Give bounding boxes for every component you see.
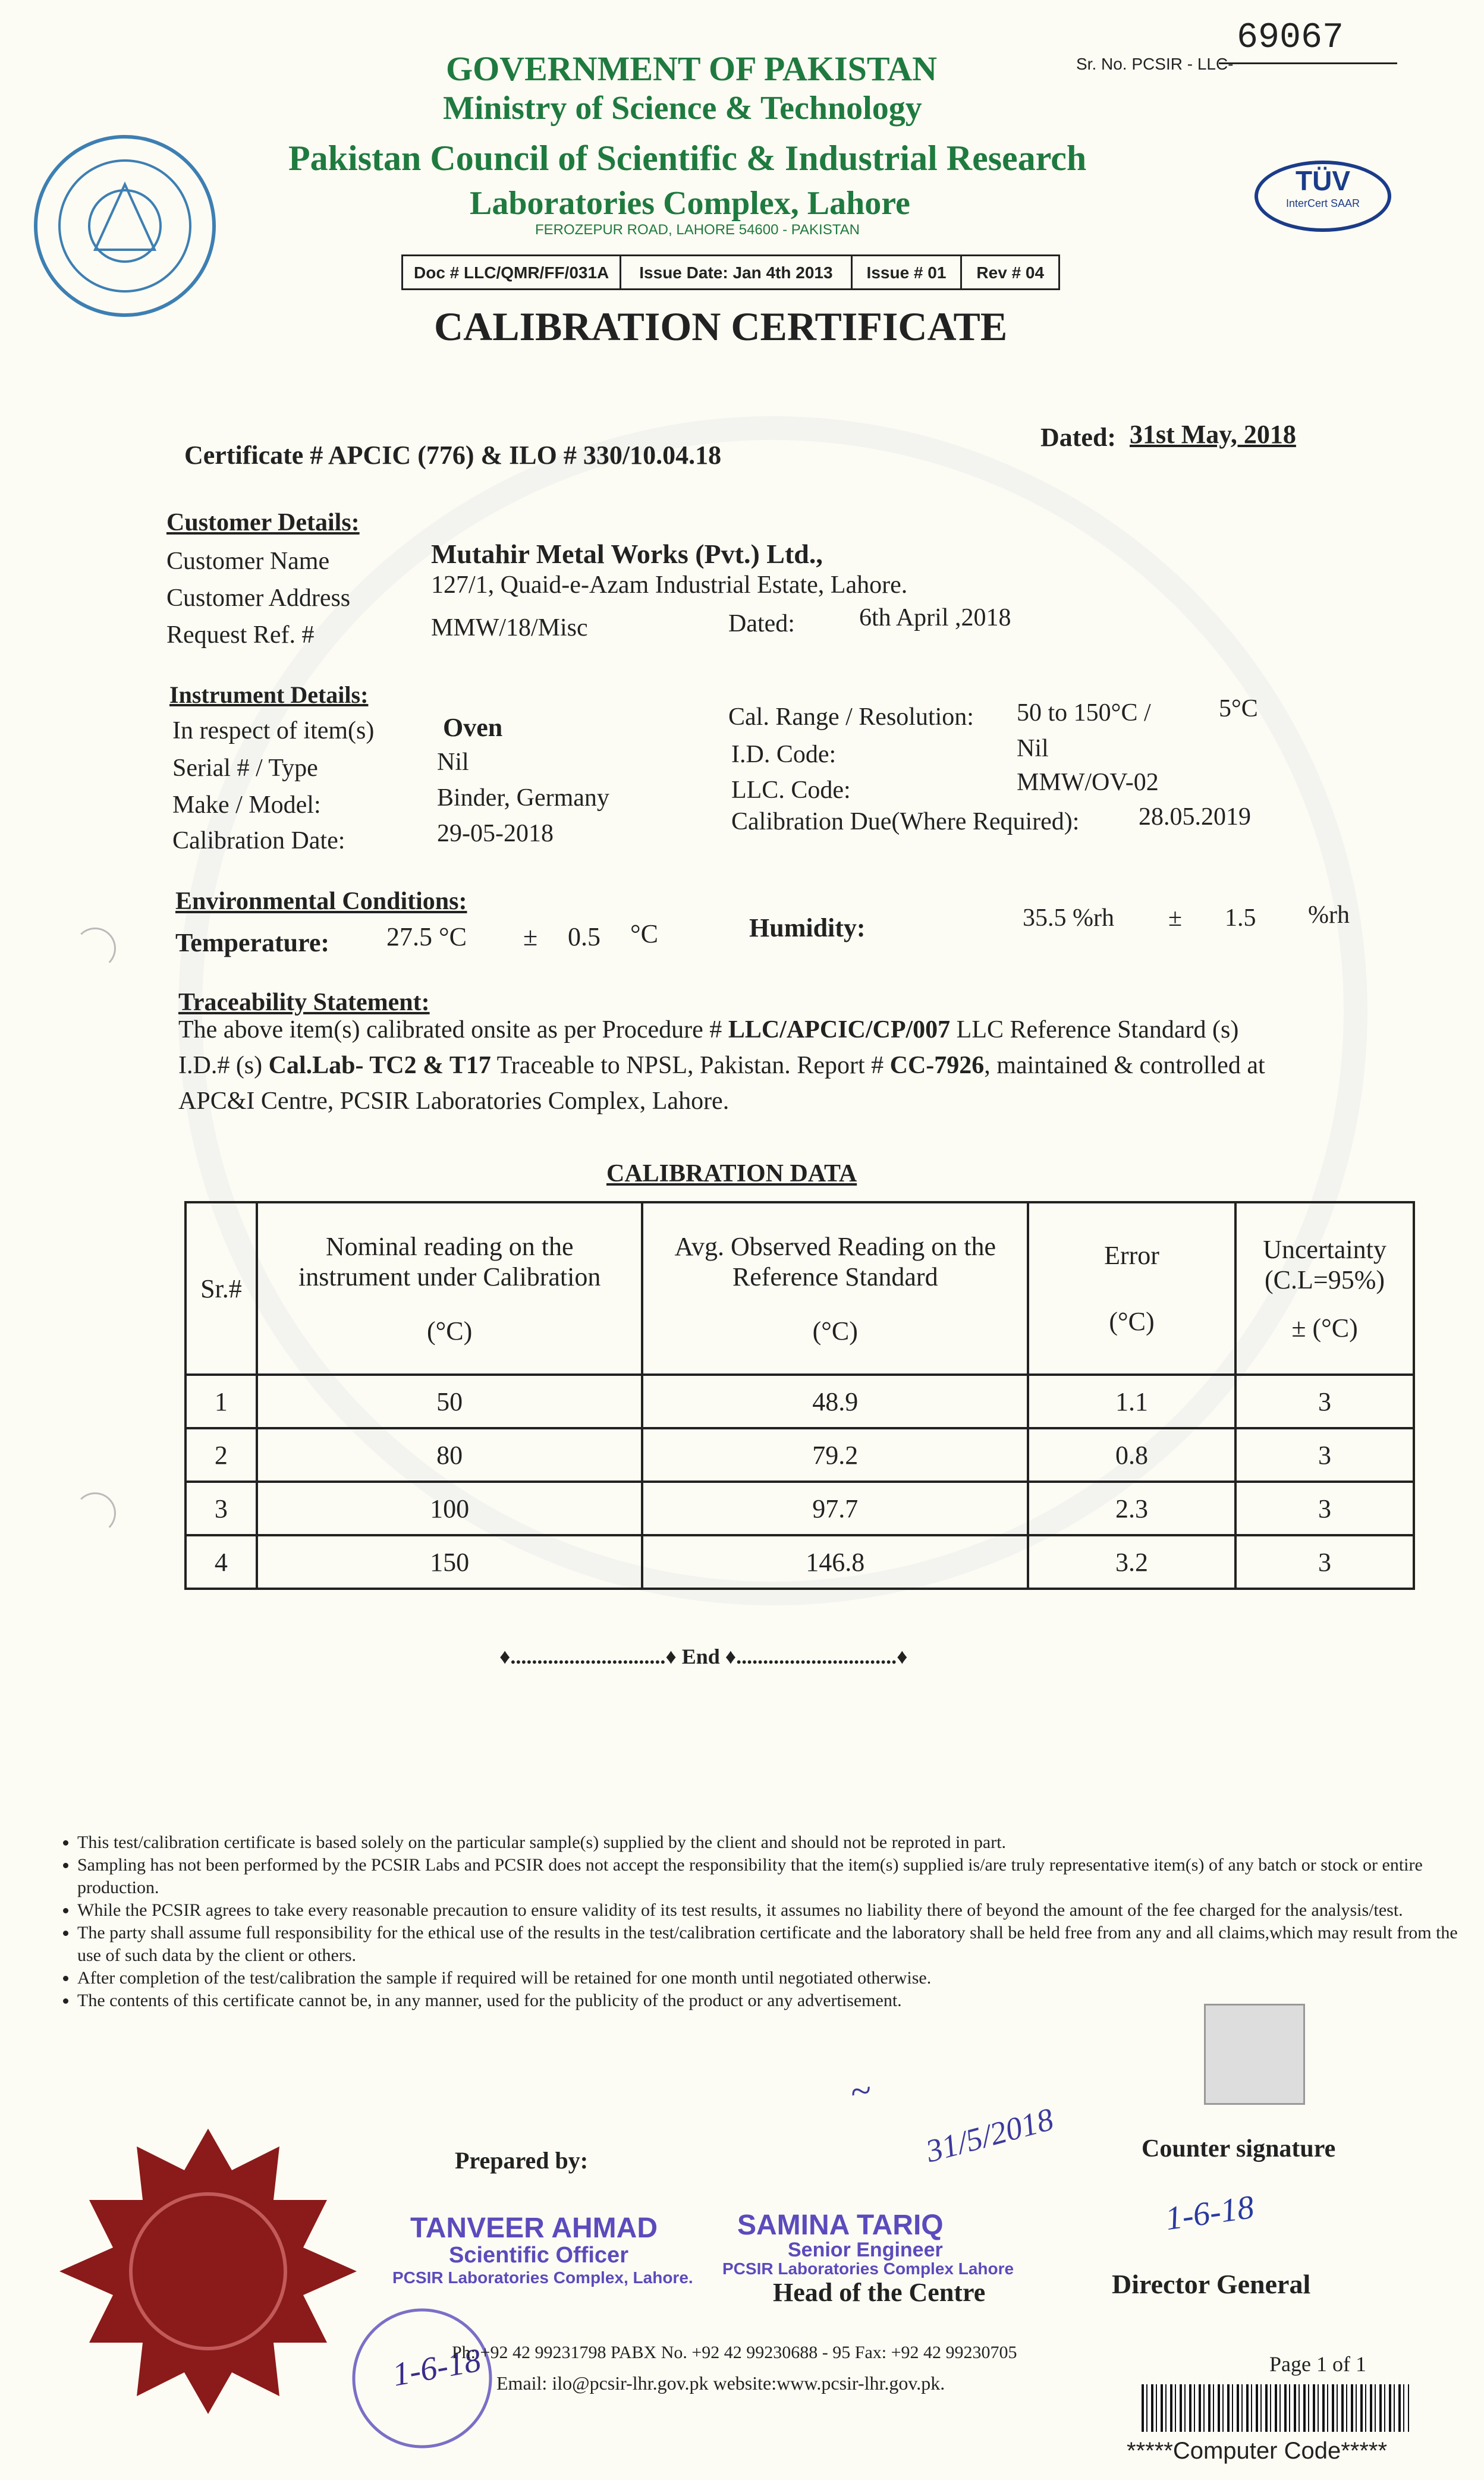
table-row: 4 150 146.8 3.2 3 [186,1535,1414,1589]
labs-title: Laboratories Complex, Lahore [470,185,910,222]
sr-no-underline [1219,62,1397,64]
computer-code: *****Computer Code***** [1127,2438,1388,2464]
footnote-item: • The party shall assume full responsibility for the ethical use of the results in the test/calibration certificate and the laboratory shall be held free from any and all claims,which may result from the use of such data by the client or others. [77,1922,1474,1967]
director-general-label: Director General [1112,2269,1311,2299]
temperature-pm: ± [523,922,538,951]
samina-org: PCSIR Laboratories Complex Lahore [722,2259,1014,2278]
customer-heading: Customer Details: [166,509,360,536]
certificate-number: Certificate # APCIC (776) & ILO # 330/10.04.18 [184,441,722,470]
table-row: 3 100 97.7 2.3 3 [186,1482,1414,1535]
sr-no-value: 69067 [1237,18,1344,58]
dated-label: Dated: [1040,423,1117,452]
col-header-observed: Avg. Observed Reading on the Reference Standard (°C) [642,1202,1028,1375]
footnote-item: • The contents of this certificate cannot be, in any manner, used for the publicity of the product or any advertisement. [77,1989,1474,2012]
footnote-item: • This test/calibration certificate is based solely on the particular sample(s) supplied by the client and should not be reproted in part. [77,1831,1474,1854]
sr-no-label: Sr. No. PCSIR - LLC- [1076,55,1234,73]
certificate-title: CALIBRATION CERTIFICATE [434,304,1008,349]
customer-address-value: 127/1, Quaid-e-Azam Industrial Estate, Lahore. [431,571,908,599]
range-value: 50 to 150°C / [1017,699,1151,727]
tuv-logo-icon: TÜV InterCert SAAR [1255,161,1391,232]
table-header-row [186,1202,1414,1375]
calibration-data-heading: CALIBRATION DATA [606,1160,857,1187]
llc-code-value: MMW/OV-02 [1017,769,1159,796]
footnote-item: • Sampling has not been performed by the PCSIR Labs and PCSIR does not accept the responsibility that the item(s) supplied is/are truly representative item(s) of any batch or stock or entire production. [77,1854,1474,1899]
request-dated-label: Dated: [728,610,795,637]
instrument-heading: Instrument Details: [169,681,369,708]
punch-hole [74,928,116,969]
cal-date-value: 29-05-2018 [437,820,554,847]
council-title: Pakistan Council of Scientific & Industrial Research [288,139,1087,178]
pcsir-seal-icon [30,131,220,321]
request-dated-value: 6th April ,2018 [859,604,1011,631]
temperature-unit: °C [630,919,658,948]
humidity-value: 35.5 %rh [1023,904,1114,932]
item-value: Oven [443,713,503,742]
serial-label: Serial # / Type [172,755,318,782]
barcode-icon [1142,2384,1409,2432]
temperature-tolerance: 0.5 [568,922,600,951]
table-row: 1 50 48.9 1.1 3 [186,1375,1414,1428]
tanveer-name: TANVEER AHMAD [410,2212,658,2244]
ministry-title: Ministry of Science & Technology [443,90,922,127]
punch-hole [74,1492,116,1534]
col-header-nominal: Nominal reading on the instrument under Calibration (°C) [257,1202,643,1375]
hologram-seal-icon [1204,2004,1305,2105]
customer-address-label: Customer Address [166,584,351,612]
traceability-line-2: I.D.# (s) Cal.Lab- TC2 & T17 Traceable to NPSL, Pakistan. Report # CC-7926, maintained & controlled at [178,1052,1265,1079]
issue-date: Issue Date: Jan 4th 2013 [621,256,852,288]
prepared-by-label: Prepared by: [455,2147,589,2174]
request-ref-value: MMW/18/Misc [431,614,588,642]
address-line: FEROZEPUR ROAD, LAHORE 54600 - PAKISTAN [535,222,860,238]
calibration-data-table [184,1201,1415,1590]
col-header-sr: Sr.# [186,1202,257,1375]
end-marker: ♦.............................♦ End ♦..............................♦ [499,1645,908,1668]
director-signature: 1-6-18 [1163,2188,1256,2238]
environment-heading: Environmental Conditions: [175,888,467,915]
samina-name: SAMINA TARIQ [737,2209,944,2241]
make-label: Make / Model: [172,791,321,819]
col-header-uncertainty: Uncertainty (C.L=95%) ± (°C) [1235,1202,1414,1375]
doc-info-strip [401,254,1060,290]
tanveer-org: PCSIR Laboratories Complex, Lahore. [392,2268,693,2287]
handwritten-stamp-date: 1-6-18 [389,2341,484,2394]
temperature-label: Temperature: [175,928,330,957]
issue-number: Issue # 01 [853,256,963,288]
rev-number: Rev # 04 [976,263,1045,282]
samina-title: Senior Engineer [788,2239,943,2261]
temperature-value: 27.5 °C [386,922,467,951]
traceability-line-3: APC&I Centre, PCSIR Laboratories Complex, Lahore. [178,1087,730,1115]
contact-phone: Ph: +92 42 99231798 PABX No. +92 42 99230688 - 95 Fax: +92 42 99230705 [452,2343,1017,2362]
humidity-tolerance: 1.5 [1225,904,1256,932]
footnote-item: • After completion of the test/calibration the sample if required will be retained for one month until negotiated otherwise. [77,1967,1474,1989]
handwritten-date-1: 31/5/2018 [922,2101,1058,2170]
make-value: Binder, Germany [437,784,609,812]
serial-value: Nil [437,749,469,776]
range-label: Cal. Range / Resolution: [728,703,974,731]
item-label: In respect of item(s) [172,717,375,744]
dated-value: 31st May, 2018 [1130,420,1296,449]
col-header-error: Error (°C) [1028,1202,1235,1375]
humidity-unit: %rh [1308,901,1350,929]
humidity-pm: ± [1168,904,1183,932]
samina-signature: ~ [847,2068,874,2114]
id-code-value: Nil [1017,735,1049,762]
footnote-item: • While the PCSIR agrees to take every reasonable precaution to ensure validity of its test results, it assumes no liability there of beyond the amount of the fee charged for the analysis/test. [77,1899,1474,1922]
footnotes-list [54,1831,1474,2012]
id-code-label: I.D. Code: [731,741,837,768]
gov-title: GOVERNMENT OF PAKISTAN [446,49,938,88]
cal-date-label: Calibration Date: [172,827,345,854]
traceability-line-1: The above item(s) calibrated onsite as per Procedure # LLC/APCIC/CP/007 LLC Reference Standard (s) [178,1016,1239,1043]
table-row: 2 80 79.2 0.8 3 [186,1428,1414,1482]
customer-name-value: Mutahir Metal Works (Pvt.) Ltd., [431,539,823,569]
red-wax-seal-icon [54,2123,363,2420]
traceability-heading: Traceability Statement: [178,989,430,1016]
counter-signature-label: Counter signature [1142,2135,1336,2162]
customer-name-label: Customer Name [166,548,330,575]
resolution-value: 5°C [1219,695,1258,722]
tanveer-title: Scientific Officer [449,2243,628,2268]
humidity-label: Humidity: [749,913,866,942]
llc-code-label: LLC. Code: [731,777,851,804]
page-number: Page 1 of 1 [1269,2352,1366,2376]
head-of-centre-label: Head of the Centre [773,2278,986,2307]
contact-email: Email: ilo@pcsir-lhr.gov.pk website:www.pcsir-lhr.gov.pk. [496,2372,945,2394]
doc-number: Doc # LLC/QMR/FF/031A [403,256,621,288]
request-ref-label: Request Ref. # [166,621,315,649]
cal-due-value: 28.05.2019 [1139,803,1251,831]
cal-due-label: Calibration Due(Where Required): [731,808,1080,835]
